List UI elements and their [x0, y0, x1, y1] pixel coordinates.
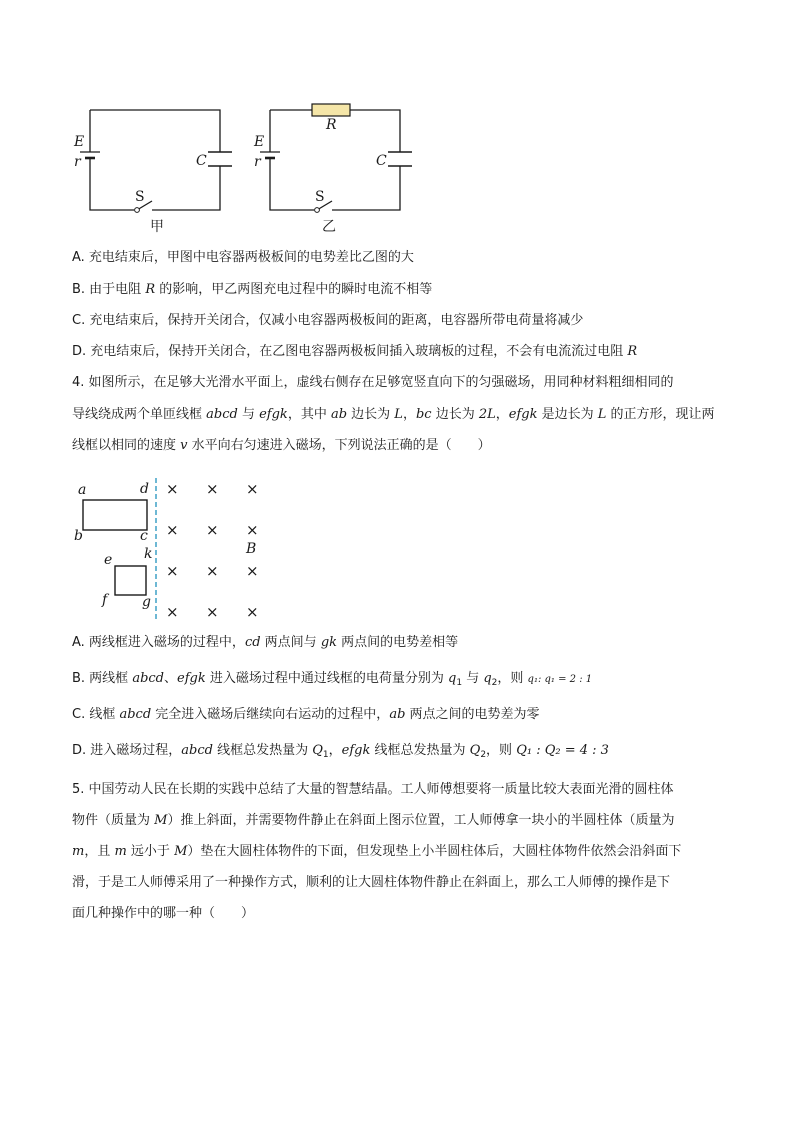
label-E-yi: E [254, 134, 265, 150]
q5-line2: 物件（质量为 M）推上斜面，并需要物件静止在斜面上图示位置，工人师傅拿一块小的半圆柱体（质量为 [72, 813, 675, 828]
q4-option-a: A. 两线框进入磁场的过程中，cd 两点间与 gk 两点间的电势差相等 [72, 635, 459, 650]
q4-stem-line1: 4. 如图所示，在足够大光滑水平面上，虚线右侧存在足够宽竖直向下的匀强磁场，用同种材料粗细相同的 [72, 375, 674, 390]
q3-option-a: A. 充电结束后，甲图中电容器两极板间的电势差比乙图的大 [72, 250, 414, 265]
field-cross: × [166, 562, 179, 580]
label-S-jia: S [135, 189, 145, 205]
label-a: a [78, 482, 87, 498]
frame-efgk [115, 566, 146, 595]
label-c: c [140, 528, 148, 544]
field-cross: × [206, 480, 219, 498]
field-cross: × [246, 480, 259, 498]
label-S-yi: S [315, 189, 325, 205]
label-f: f [102, 592, 108, 608]
label-d: d [140, 481, 149, 497]
caption-jia: 甲 [150, 219, 164, 235]
caption-yi: 乙 [322, 219, 336, 235]
label-C-yi: C [376, 153, 387, 169]
q4-option-b: B. 两线框 abcd、efgk 进入磁场过程中通过线框的电荷量分别为 $q_1$ 与 $q_2$，则 q₁: q₁ = 2 : 1 [72, 671, 593, 688]
field-cross: × [246, 603, 259, 621]
label-k: k [144, 546, 153, 562]
resistor-R [312, 104, 350, 116]
q4-stem-line2: 导线绕成两个单匝线框 abcd 与 efgk，其中 ab 边长为 L，bc 边长为 2L，efgk 是边长为 L 的正方形，现让两 [72, 407, 715, 422]
field-cross: × [246, 521, 259, 539]
field-cross: × [246, 562, 259, 580]
q3-option-d: D. 充电结束后，保持开关闭合，在乙图电容器两极板间插入玻璃板的过程，不会有电流流过电阻 R [72, 344, 638, 359]
q5-line1: 5. 中国劳动人民在长期的实践中总结了大量的智慧结晶。工人师傅想要将一质量比较大表面光滑的圆柱体 [72, 782, 674, 797]
field-cross: × [166, 521, 179, 539]
label-E-jia: E [74, 134, 85, 150]
label-b: b [74, 528, 83, 544]
field-cross: × [206, 562, 219, 580]
label-g: g [142, 594, 151, 610]
q5-line4: 滑，于是工人师傅采用了一种操作方式，顺利的让大圆柱体物件静止在斜面上，那么工人师傅的操作是下 [72, 875, 671, 890]
frame-abcd [83, 500, 147, 530]
field-cross: × [166, 480, 179, 498]
q3-option-c: C. 充电结束后，保持开关闭合，仅减小电容器两极板间的距离，电容器所带电荷量将减少 [72, 313, 584, 328]
q3-option-b: B. 由于电阻 R 的影响，甲乙两图充电过程中的瞬时电流不相等 [72, 282, 433, 297]
label-r-yi: r [254, 154, 261, 170]
q4-option-c: C. 线框 abcd 完全进入磁场后继续向右运动的过程中，ab 两点之间的电势差为零 [72, 707, 540, 722]
q5-line3: m，且 m 远小于 M）垫在大圆柱体物件的下面，但发现垫上小半圆柱体后，大圆柱体物件依然会沿斜面下 [72, 844, 682, 859]
q4-option-d: D. 进入磁场过程，abcd 线框总发热量为 $Q_1$，efgk 线框总发热量为 $Q_2$，则 Q₁ : Q₂ = 4 : 3 [72, 743, 609, 760]
label-B: B [246, 541, 257, 557]
q4-stem-line3: 线框以相同的速度 v 水平向右匀速进入磁场，下列说法正确的是（ ） [72, 438, 491, 453]
label-e: e [104, 552, 113, 568]
field-cross: × [166, 603, 179, 621]
field-cross: × [206, 521, 219, 539]
label-r-jia: r [74, 154, 81, 170]
label-R-yi: R [326, 117, 337, 133]
q5-line5: 面几种操作中的哪一种（ ） [72, 906, 255, 921]
label-C-jia: C [196, 153, 207, 169]
field-cross: × [206, 603, 219, 621]
